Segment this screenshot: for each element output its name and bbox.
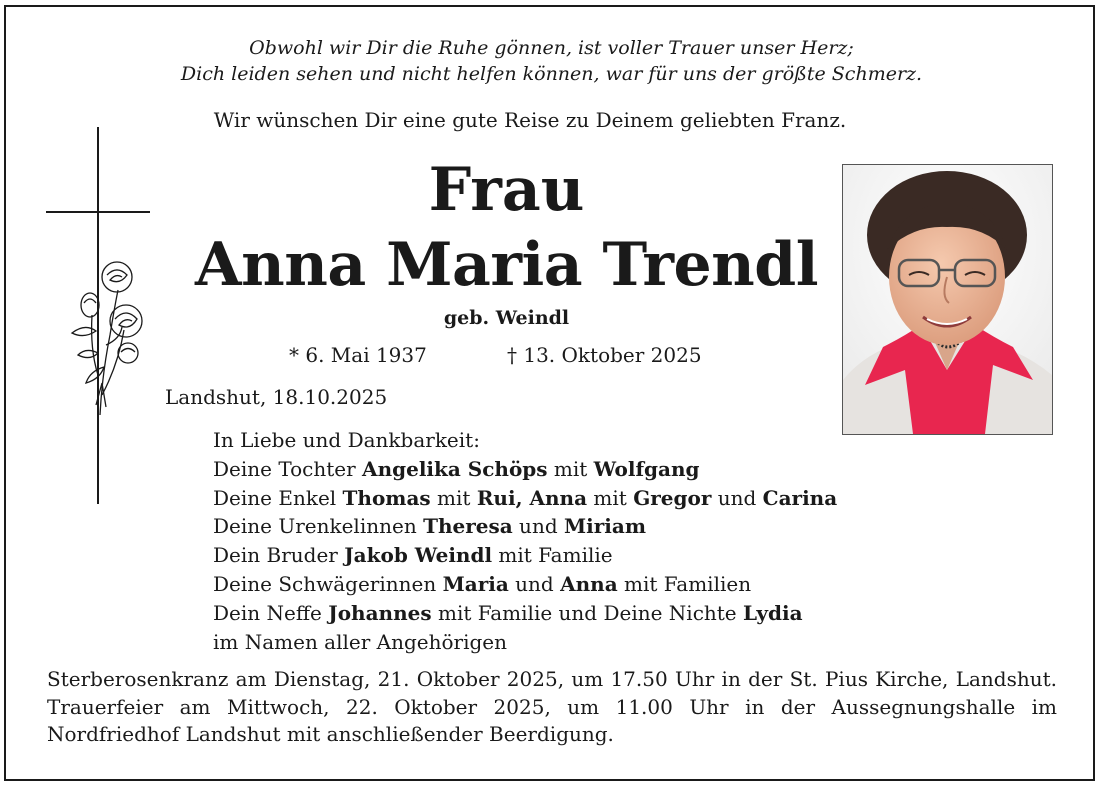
family-relation-text: Deine Enkel — [213, 485, 343, 510]
family-member-name: Wolfgang — [593, 456, 700, 481]
family-member-row — [213, 455, 837, 484]
family-relation-text: mit — [587, 485, 634, 510]
family-relation-text: und — [512, 514, 564, 539]
family-relation-text: mit Familien — [617, 571, 752, 596]
family-relation-text: mit — [547, 456, 594, 481]
family-member-name: Carina — [762, 485, 838, 510]
maiden-name: geb. Weindl — [443, 307, 570, 329]
family-intro: In Liebe und Dankbarkeit: — [213, 428, 480, 452]
deceased-name: Anna Maria Trendl — [195, 230, 818, 300]
place-and-date: Landshut, 18.10.2025 — [165, 385, 388, 409]
family-relation-text: mit — [430, 485, 477, 510]
death-date: † 13. Oktober 2025 — [507, 343, 702, 367]
family-member-name: Lydia — [743, 600, 803, 625]
family-member-name: Jakob Weindl — [344, 543, 493, 568]
family-relation-text: und — [711, 485, 763, 510]
family-member-name: Johannes — [328, 600, 432, 625]
family-member-name: Angelika Schöps — [362, 456, 548, 481]
family-relation-text: Deine Urenkelinnen — [213, 514, 424, 539]
family-member-name: Miriam — [563, 514, 646, 539]
family-member-name: Theresa — [423, 514, 513, 539]
family-relation-text: und — [508, 571, 561, 596]
family-relation-text: Dein Neffe — [213, 600, 329, 625]
family-member-name: Gregor — [633, 485, 712, 510]
family-member-row — [213, 599, 837, 628]
family-relation-text: mit Familie — [492, 543, 613, 568]
family-member-name: Anna — [560, 571, 618, 596]
family-closing: im Namen aller Angehörigen — [213, 629, 508, 654]
family-relation-text: Deine Schwägerinnen — [213, 571, 443, 596]
poem-line-1: Obwohl wir Dir die Ruhe gönnen, ist voller Trauer unser Herz; — [249, 37, 854, 59]
family-list — [213, 426, 837, 656]
family-relation-text: Dein Bruder — [213, 543, 345, 568]
family-rows — [213, 455, 837, 628]
family-member-name: Maria — [442, 571, 509, 596]
family-member-row — [213, 512, 837, 541]
birth-date: * 6. Mai 1937 — [289, 343, 427, 367]
family-relation-text: mit Familie und Deine Nichte — [431, 600, 744, 625]
poem-line-2: Dich leiden sehen und nicht helfen können, war für uns der größte Schmerz. — [180, 63, 923, 85]
family-relation-text: Deine Tochter — [213, 456, 363, 481]
family-member-row — [213, 541, 837, 570]
family-member-row — [213, 570, 837, 599]
family-member-name: Thomas — [342, 485, 431, 510]
service-details: Sterberosenkranz am Dienstag, 21. Oktober 2025, um 17.50 Uhr in der St. Pius Kirche, Landshut. Trauerfeier am Mittwoch, 22. Oktober 2025, um 11.00 Uhr in der Aussegnungshalle im Nordfriedhof Landshut mit anschließender Beerdigung. — [47, 667, 1057, 746]
farewell-wish: Wir wünschen Dir eine gute Reise zu Deinem geliebten Franz. — [213, 108, 847, 132]
family-member-row — [213, 484, 837, 513]
portrait-photo — [842, 164, 1053, 435]
salutation: Frau — [428, 155, 585, 225]
family-member-name: Rui, Anna — [476, 485, 588, 510]
